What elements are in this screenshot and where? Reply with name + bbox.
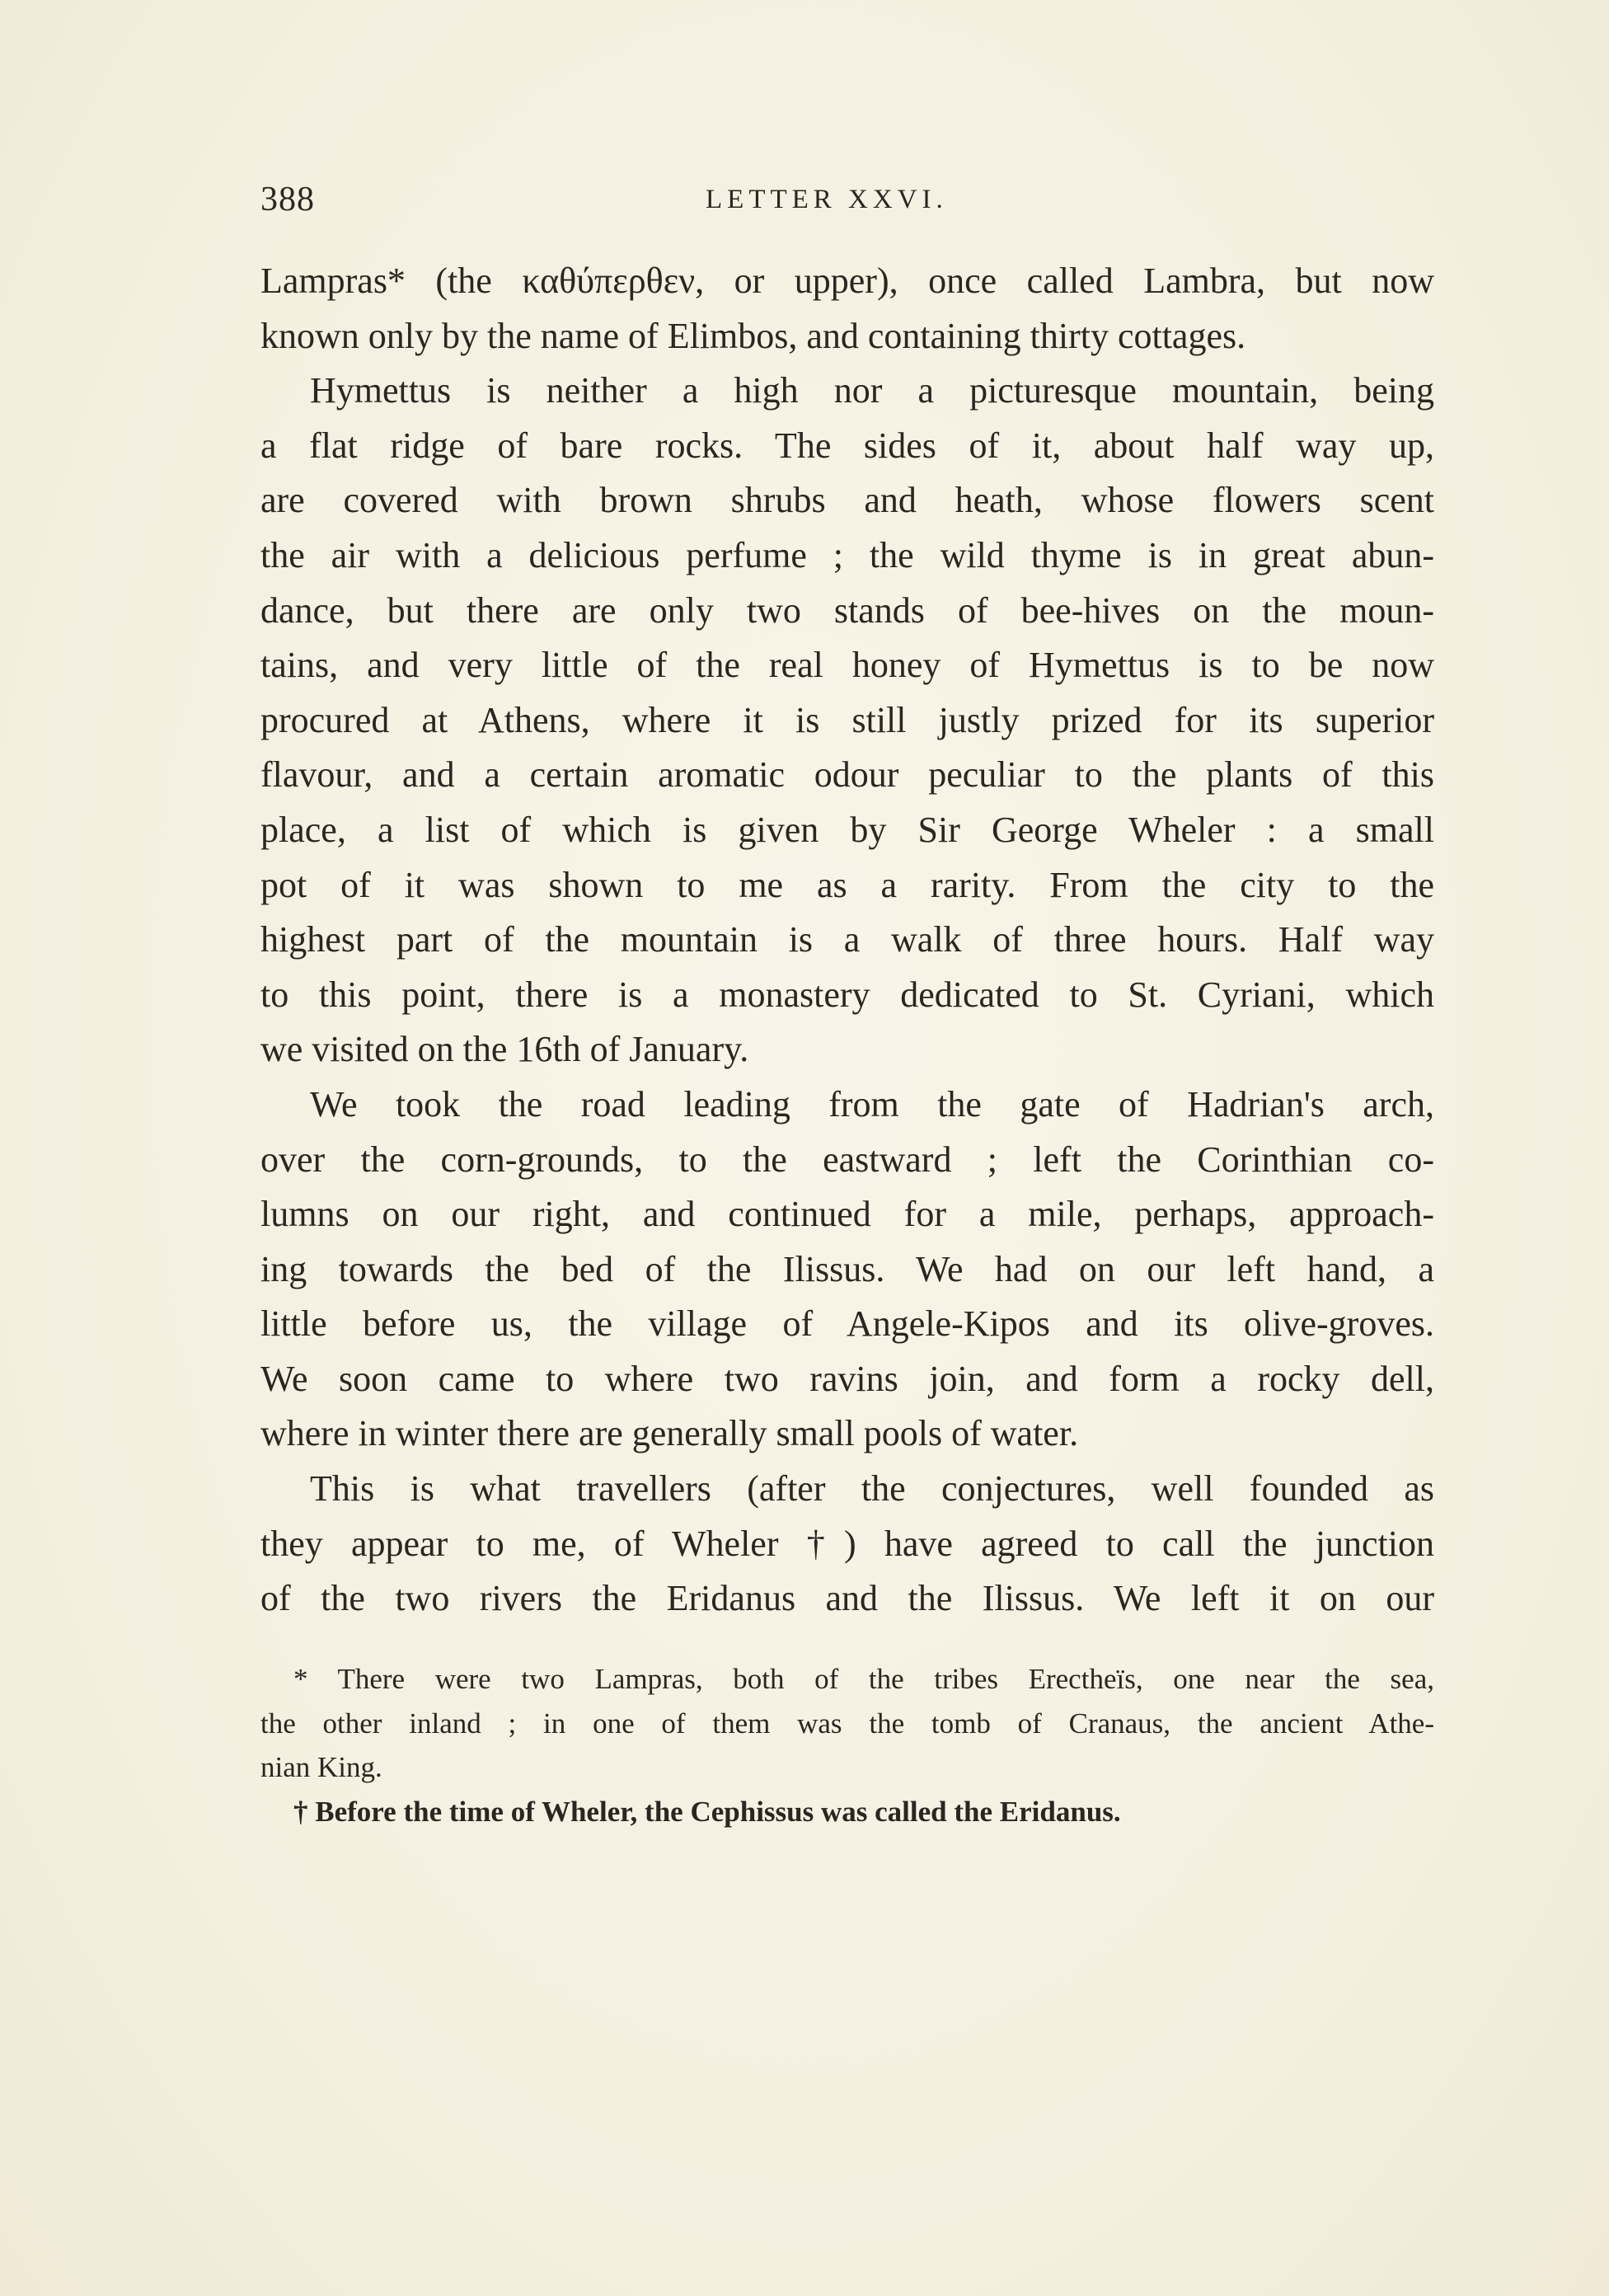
- text-line: place, a list of which is given by Sir George Wheler : a small: [260, 809, 1434, 850]
- text-line: flavour, and a certain aromatic odour peculiar to the plants of this: [260, 754, 1434, 796]
- text-line: pot of it was shown to me as a rarity. From the city to the: [260, 864, 1434, 905]
- text-line: they appear to me, of Wheler †) have agreed to call the junction: [260, 1523, 1434, 1564]
- text-line: we visited on the 16th of January.: [260, 1029, 749, 1070]
- text-line: procured at Athens, where it is still justly prized for its superior: [260, 699, 1434, 740]
- text-line: where in winter there are generally small pools of water.: [260, 1413, 1079, 1454]
- text-line: This is what travellers (after the conjectures, well founded as: [310, 1468, 1434, 1510]
- footnote-line: the other inland ; in one of them was the tomb of Cranaus, the ancient Athe-: [260, 1707, 1434, 1740]
- text-line: Hymettus is neither a high nor a picturesque mountain, being: [310, 370, 1434, 411]
- text-line: are covered with brown shrubs and heath, whose flowers scent: [260, 480, 1434, 521]
- footnote-line: nian King.: [260, 1751, 382, 1783]
- text-line: ing towards the bed of the Ilissus. We had on our left hand, a: [260, 1248, 1434, 1289]
- text-line: Lampras* (the καθύπερθεν, or upper), once called Lambra, but now: [260, 261, 1434, 301]
- text-line: dance, but there are only two stands of bee-hives on the moun-: [260, 589, 1434, 631]
- text-line: tains, and very little of the real honey of Hymettus is to be now: [260, 645, 1434, 686]
- text-line: We soon came to where two ravins join, and form a rocky dell,: [260, 1358, 1434, 1399]
- footnotes: [260, 1657, 1434, 1834]
- text-line: We took the road leading from the gate of Hadrian's arch,: [310, 1083, 1434, 1125]
- text-line: a flat ridge of bare rocks. The sides of it, about half way up,: [260, 425, 1434, 466]
- text-line: highest part of the mountain is a walk of three hours. Half way: [260, 919, 1434, 960]
- page-number: 388: [260, 181, 315, 218]
- footnote-line: * There were two Lampras, both of the tribes Erectheïs, one near the sea,: [293, 1663, 1434, 1695]
- running-head: LETTER XXVI.: [706, 185, 948, 214]
- text-line: to this point, there is a monastery dedicated to St. Cyriani, which: [260, 974, 1434, 1015]
- text-line: over the corn-grounds, to the eastward ; left the Corinthian co-: [260, 1139, 1434, 1180]
- text-line: the air with a delicious perfume ; the wild thyme is in great abun-: [260, 534, 1434, 575]
- body-text: [260, 254, 1434, 1627]
- footnote-line: † Before the time of Wheler, the Cephissus was called the Eridanus.: [293, 1795, 1121, 1828]
- text-line: little before us, the village of Angele-Kipos and its olive-groves.: [260, 1303, 1434, 1345]
- text-line: of the two rivers the Eridanus and the Ilissus. We left it on our: [260, 1578, 1434, 1619]
- page-header: [260, 180, 1434, 229]
- text-line: lumns on our right, and continued for a mile, perhaps, approach-: [260, 1194, 1434, 1235]
- text-line: known only by the name of Elimbos, and containing thirty cottages.: [260, 315, 1246, 356]
